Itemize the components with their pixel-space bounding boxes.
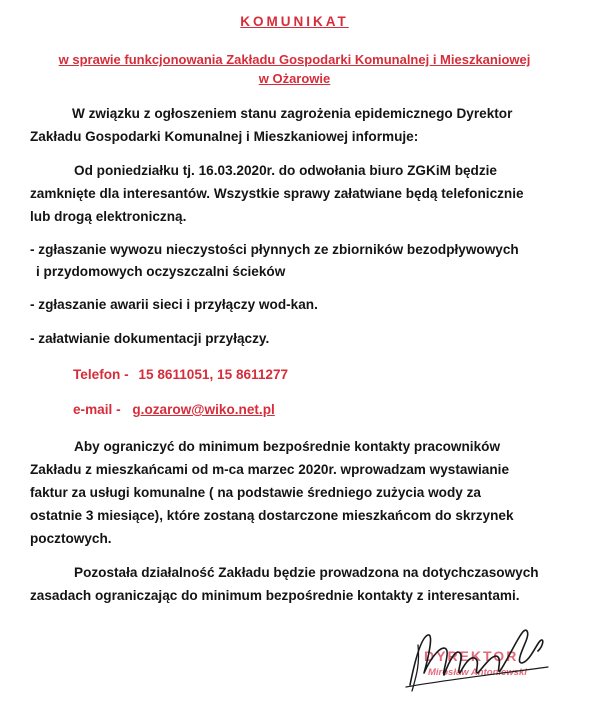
stamp-name: Mirosław Antoniewski bbox=[428, 667, 527, 678]
email-label: e-mail - bbox=[73, 402, 121, 417]
closed-line-3: lub drogą elektroniczną. bbox=[30, 209, 187, 224]
phone-line bbox=[73, 363, 288, 386]
subtitle-line-1: w sprawie funkcjonowania Zakładu Gospodarki Komunalnej i Mieszkaniowej bbox=[58, 52, 531, 67]
list-item-documentation: - załatwianie dokumentacji przyłączy. bbox=[30, 331, 270, 346]
email-address-link[interactable]: g.ozarow@wiko.net.pl bbox=[132, 402, 275, 417]
invoice-line-5: pocztowych. bbox=[30, 531, 112, 546]
stamp-title: DYREKTOR bbox=[424, 648, 519, 664]
closed-line-2: zamknięte dla interesantów. Wszystkie sprawy załatwiane będą telefonicznie bbox=[30, 186, 524, 201]
list-item-sewage-line-2: i przydomowych oczyszczalni ścieków bbox=[36, 264, 286, 279]
closed-line-1: Od poniedziałku tj. 16.03.2020r. do odwołania biuro ZGKiM będzie bbox=[74, 163, 497, 178]
closing-line-1: Pozostała działalność Zakładu będzie prowadzona na dotychczasowych bbox=[74, 565, 539, 580]
email-line bbox=[73, 398, 275, 421]
subtitle-line-2: w Ożarowie bbox=[258, 71, 331, 86]
phone-label: Telefon - bbox=[73, 367, 129, 382]
announcement-subtitle bbox=[20, 50, 569, 88]
invoice-line-2: Zakładu z mieszkańcami od m-ca marzec 2020r. wprowadzam wystawianie bbox=[30, 462, 510, 477]
closing-line-2: zasadach ograniczając do minimum bezpośrednie kontakty z interesantami. bbox=[30, 588, 520, 603]
invoice-line-3: faktur za usługi komunalne ( na podstawie średniego zużycia wody za bbox=[30, 485, 481, 500]
intro-line-1: W związku z ogłoszeniem stanu zagrożenia epidemicznego Dyrektor bbox=[72, 106, 513, 121]
phone-numbers: 15 8611051, 15 8611277 bbox=[138, 367, 289, 382]
invoice-line-1: Aby ograniczyć do minimum bezpośrednie kontakty pracowników bbox=[74, 439, 501, 454]
intro-line-2: Zakładu Gospodarki Komunalnej i Mieszkaniowej informuje: bbox=[30, 129, 419, 144]
list-item-sewage-line-1: - zgłaszanie wywozu nieczystości płynnych ze zbiorników bezodpływowych bbox=[30, 242, 519, 257]
announcement-title: KOMUNIKAT bbox=[240, 14, 349, 29]
handwritten-signature bbox=[398, 615, 558, 710]
list-item-failures: - zgłaszanie awarii sieci i przyłączy wod-kan. bbox=[30, 297, 318, 312]
invoice-line-4: ostatnie 3 miesiące), które zostaną dostarczone mieszkańcom do skrzynek bbox=[30, 508, 514, 523]
